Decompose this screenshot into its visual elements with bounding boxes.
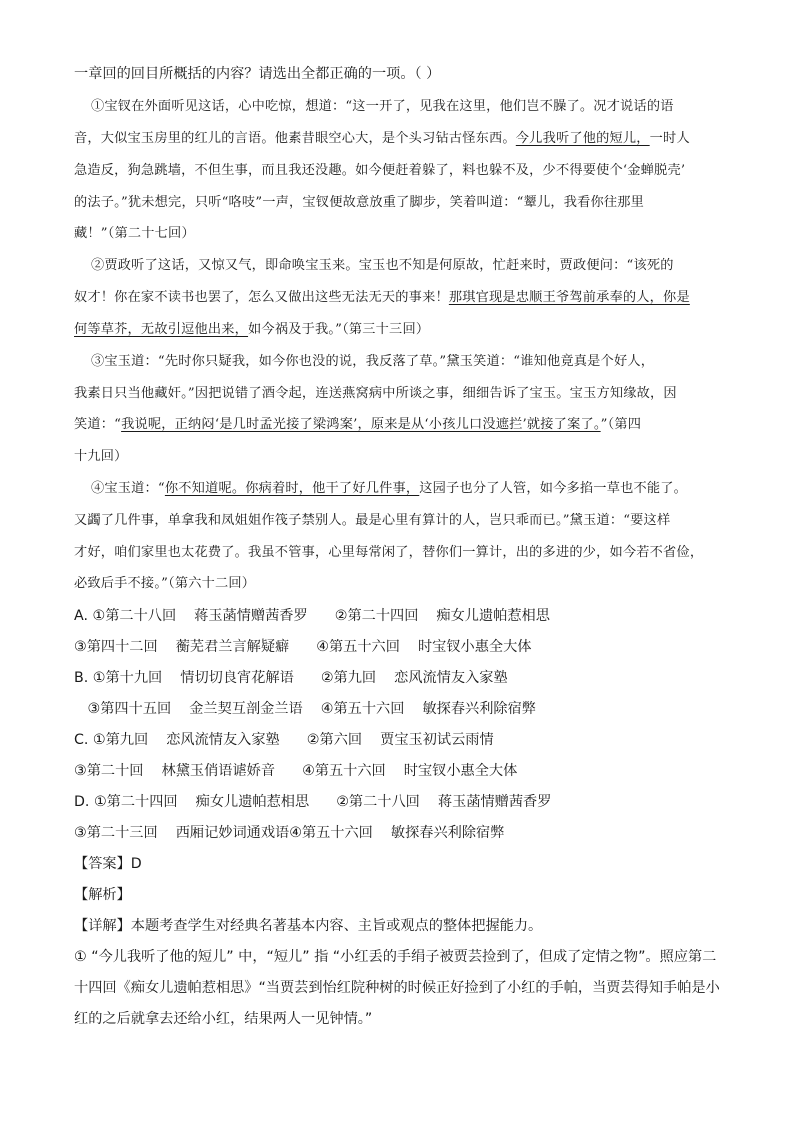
passage-2-line-2 bbox=[74, 288, 690, 308]
passage-1-text: 音，大似宝玉房里的红儿的言语。他素昔眼空心大，是个头习钻古怪东西。 bbox=[74, 131, 516, 146]
passage-3-text: 笑道：“ bbox=[74, 417, 122, 432]
detail-line-4: 红的之后就拿去还给小红，结果两人一见钟情。” bbox=[74, 1011, 373, 1027]
passage-2-line-3 bbox=[74, 320, 429, 340]
passage-1-line-2 bbox=[74, 129, 690, 149]
passage-1-line-3: 急造反，狗急跳墙，不但生事，而且我还没趣。如今便赶着躲了，料也躲不及，少不得要使个‘金蝉脱壳’ bbox=[74, 163, 686, 178]
answer-value: D bbox=[130, 856, 142, 872]
passage-4-underlined: 你不知道呢。你病着时，他干了好几件事， bbox=[164, 481, 420, 496]
passage-1-line-5: 藏！”（第二十七回） bbox=[74, 226, 195, 241]
detail-line-1: 【详解】本题考查学生对经典名著基本内容、主旨或观点的整体把握能力。 bbox=[74, 918, 543, 934]
detail-line-3: 十四回《痴女儿遗帕惹相思》“当贾芸到怡红院种树的时候正好捡到了小红的手帕，当贾芸得知手帕是小 bbox=[74, 980, 720, 996]
option-c-line-2: ③第二十回 林黛玉俏语谑娇音 ④第五十六回 时宝钗小惠全大体 bbox=[74, 763, 518, 779]
passage-1-line-4: 的法子。”犹未想完，只听“咯吱”一声，宝钗便故意放重了脚步，笑着叫道：“颦儿，我看你往那里 bbox=[74, 195, 645, 210]
passage-4-line-2: 又蠲了几件事，单拿我和凤姐姐作筏子禁别人。最是心里有算计的人，岂只乖而已。”黛玉道：“要这样 bbox=[74, 513, 671, 528]
option-a-line-1: A. ①第二十八回 蒋玉菡情赠茜香罗 ②第二十四回 痴女儿遗帕惹相思 bbox=[74, 608, 550, 624]
passage-3-text: ”（第四 bbox=[600, 417, 642, 432]
passage-1-line-1: ①宝钗在外面听见这话，心中吃惊，想道：“这一开了，见我在这里，他们岂不臊了。况才说话的语 bbox=[91, 99, 674, 114]
option-b-line-2: ③第四十五回 金兰契互剖金兰语 ④第五十六回 敏探春兴利除宿弊 bbox=[74, 701, 536, 717]
analysis-label: 【解析】 bbox=[74, 887, 131, 903]
option-a-line-2: ③第四十二回 蘅芜君兰言解疑癖 ④第五十六回 时宝钗小惠全大体 bbox=[74, 639, 532, 655]
passage-4-line-3: 才好，咱们家里也太花费了。我虽不管事，心里每常闲了，替你们一算计，出的多进的少，如今若不省俭， bbox=[74, 545, 704, 560]
passage-4-text: 这园子也分了人管，如今多掐一草也不能了。 bbox=[419, 481, 688, 496]
option-d-line-1: D. ①第二十四回 痴女儿遗帕惹相思 ②第二十八回 蒋玉菡情赠茜香罗 bbox=[74, 794, 552, 810]
passage-2-text: 如今祸及于我。”（第三十三回） bbox=[248, 322, 430, 337]
option-d-line-2: ③第二十三回 西厢记妙词通戏语④第五十六回 敏探春兴利除宿弊 bbox=[74, 825, 505, 841]
passage-3-line-4: 十九回） bbox=[74, 449, 128, 464]
passage-2-text: 奴才！你在家不读书也罢了，怎么又做出这些无法无天的事来！ bbox=[74, 290, 449, 305]
passage-2-underlined: 那琪官现是忠顺王爷驾前承奉的人，你是 bbox=[448, 290, 690, 305]
passage-4-line-4: 必致后手不接。”（第六十二回） bbox=[74, 576, 256, 591]
passage-3-underlined: 我说呢，正纳闷‘是几时孟光接了梁鸿案’，原来是从‘小孩儿口没遮拦’就接了案了。 bbox=[121, 417, 601, 432]
detail-line-2: ① “今儿我听了他的短儿” 中，“短儿” 指 “小红丢的手绢子被贾芸捡到了，但成了定情之物”。照应第二 bbox=[74, 949, 717, 965]
passage-1-underlined: 今儿我听了他的短儿， bbox=[515, 131, 650, 146]
passage-3-line-1: ③宝玉道：“先时你只疑我，如今你也没的说，我反落了草。”黛玉笑道：“谁知他竟真是个好人， bbox=[91, 354, 655, 369]
passage-4-line-1 bbox=[91, 479, 687, 499]
passage-2-line-1: ②贾政听了这话，又惊又气，即命唤宝玉来。宝玉也不知是何原故，忙赶来时，贾政便问：“该死的 bbox=[91, 258, 674, 273]
passage-3-line-2: 我素日只当他藏奸。”因把说错了酒令起，连送燕窝病中所谈之事，细细告诉了宝玉。宝玉方知缘故，因 bbox=[74, 386, 677, 401]
answer-label: 【答案】 bbox=[74, 856, 131, 872]
option-c-line-1: C. ①第九回 恋风流情友入家塾 ②第六回 贾宝玉初试云雨情 bbox=[74, 732, 494, 748]
option-b-line-1: B. ①第十九回 情切切良宵花解语 ②第九回 恋风流情友入家塾 bbox=[74, 670, 508, 686]
passage-1-text: 一时人 bbox=[649, 131, 690, 146]
passage-2-underlined: 何等草芥，无故引逗他出来， bbox=[74, 322, 249, 337]
passage-4-text: ④宝玉道：“ bbox=[91, 481, 165, 496]
answer-line bbox=[74, 854, 142, 874]
question-stem: 一章回的回目所概括的内容？请选出全都正确的一项。（ ） bbox=[74, 66, 441, 82]
passage-3-line-3 bbox=[74, 415, 641, 435]
